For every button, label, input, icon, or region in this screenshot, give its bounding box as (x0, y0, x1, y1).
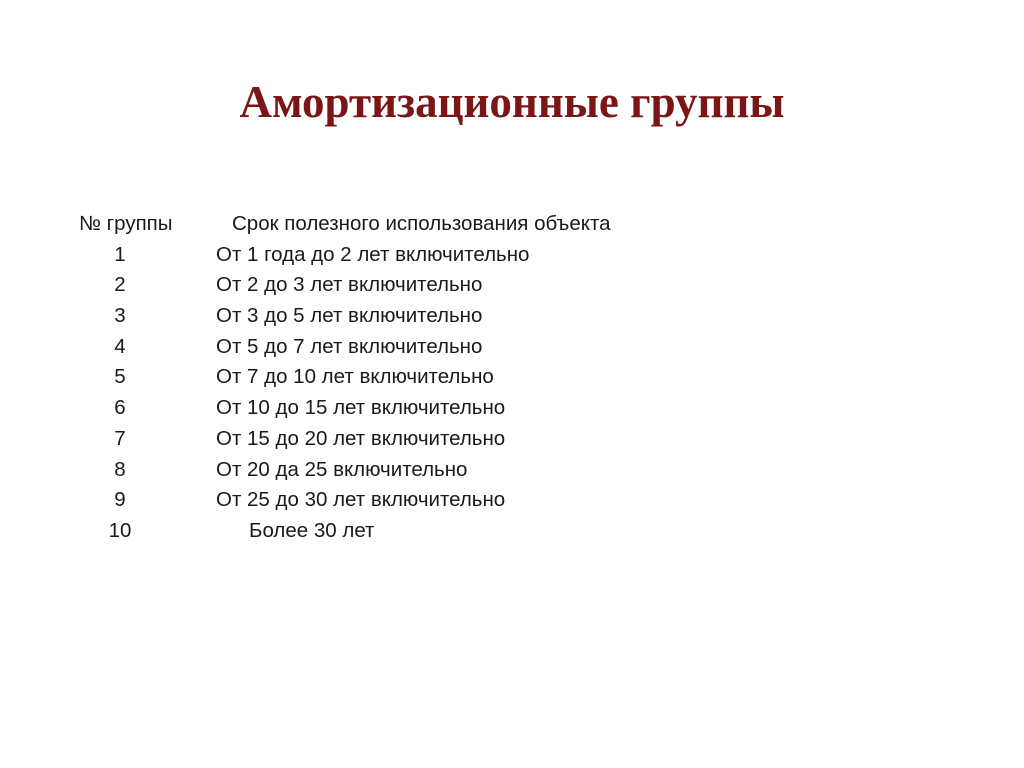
useful-life-cell: От 1 года до 2 лет включительно (216, 242, 530, 266)
header-group-number: № группы (79, 212, 173, 235)
table-row (0, 301, 1024, 332)
useful-life-cell: От 20 да 25 включительно (216, 457, 468, 481)
useful-life-cell: От 25 до 30 лет включительно (216, 488, 506, 512)
table-row (0, 424, 1024, 455)
header-useful-life: Срок полезного использования объекта (232, 212, 611, 235)
table-row (0, 362, 1024, 393)
table-row (0, 393, 1024, 424)
table-row (0, 455, 1024, 486)
table-header-row (0, 209, 1024, 240)
group-number-cell: 2 (114, 273, 126, 297)
table-row (0, 516, 1024, 547)
group-number-cell: 1 (114, 242, 126, 266)
useful-life-cell: От 2 до 3 лет включительно (216, 273, 483, 297)
group-number-cell: 8 (114, 457, 126, 481)
group-number-cell: 3 (114, 304, 126, 328)
group-number-cell: 5 (114, 365, 126, 389)
useful-life-cell: От 5 до 7 лет включительно (216, 334, 483, 358)
useful-life-cell: От 15 до 20 лет включительно (216, 426, 506, 450)
useful-life-cell: От 3 до 5 лет включительно (216, 304, 483, 328)
depreciation-groups-table (0, 209, 1024, 547)
slide-title: Амортизационные группы (239, 77, 785, 127)
group-number-cell: 10 (108, 518, 132, 542)
group-number-cell: 9 (114, 488, 126, 512)
useful-life-cell: Более 30 лет (249, 518, 375, 542)
group-number-cell: 6 (114, 396, 126, 420)
table-row (0, 240, 1024, 271)
table-row (0, 332, 1024, 363)
table-row (0, 485, 1024, 516)
group-number-cell: 4 (114, 334, 126, 358)
group-number-cell: 7 (114, 426, 126, 450)
table-row (0, 270, 1024, 301)
useful-life-cell: От 7 до 10 лет включительно (216, 365, 494, 389)
useful-life-cell: От 10 до 15 лет включительно (216, 396, 506, 420)
